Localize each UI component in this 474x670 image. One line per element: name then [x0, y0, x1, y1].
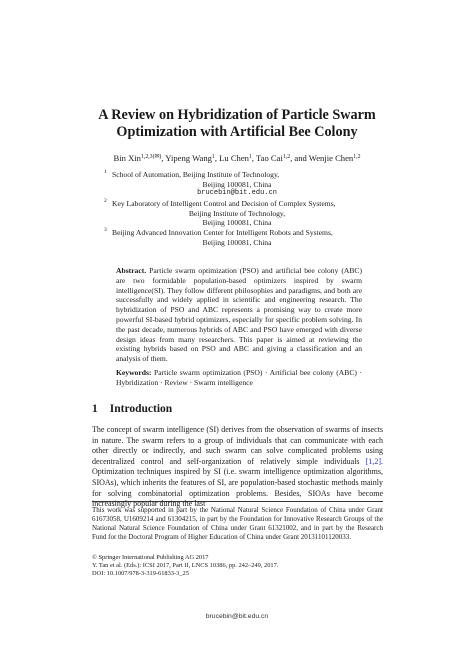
paper-title — [60, 107, 414, 141]
author-affiliation-mark: 1,2 — [353, 154, 361, 160]
affiliation-number: 2 — [104, 198, 107, 204]
section-title: Introduction — [109, 403, 173, 415]
affiliation-text: Key Laboratory of Intelligent Control and Decision of Complex Systems, — [112, 199, 336, 208]
title-line-1: A Review on Hybridization of Particle Swarm — [98, 107, 376, 123]
affiliation-text: Beijing Institute of Technology, — [188, 208, 286, 218]
author-affiliation-mark: 1 — [211, 154, 215, 160]
abstract-label: Abstract. — [116, 266, 147, 275]
title-line-2: Optimization with Artificial Bee Colony — [116, 124, 358, 140]
copyright-block — [92, 554, 383, 577]
author-affiliation-mark: 1,2 — [282, 154, 291, 160]
citation-link[interactable]: [1,2] — [365, 456, 381, 466]
affiliation-text: Beijing 100081, China — [202, 237, 272, 247]
author-list — [40, 153, 434, 164]
affiliation-2 — [100, 199, 374, 228]
author-name: , Lu Chen — [214, 153, 249, 163]
doi-line: DOI: 10.1007/978-3-319-61833-3_25 — [92, 569, 189, 577]
affiliation-text: School of Automation, Beijing Institute of Technology, — [112, 170, 280, 179]
author-name: , Yipeng Wang — [161, 153, 212, 163]
keywords — [116, 368, 362, 388]
affiliation-text: Beijing 100081, China — [202, 218, 272, 228]
author-name: Bin Xin — [113, 153, 141, 163]
author-name: , and Wenjie Chen — [290, 153, 354, 163]
funding-footnote: This work was supported in part by the National Natural Science Foundation of China under Grant 61673058, U1609214 and 61304215, in part by the Foundation for Innovative Research Groups of the National Natural Science Foundation of China under Grant 61321002, and in part by the Research Fund for the Doctoral Program of Higher Education of China under Grant 20131101120033. — [92, 506, 383, 541]
footnote-divider — [92, 501, 383, 502]
footer-email: brucebin@bit.edu.cn — [205, 613, 269, 620]
affiliation-text: Beijing Advanced Innovation Center for Intelligent Robots and Systems, — [112, 228, 333, 237]
section-heading — [92, 403, 172, 415]
copyright-line: © Springer International Publishing AG 2017 — [92, 554, 209, 561]
author-affiliation-mark: 1 — [248, 154, 252, 160]
intro-text: The concept of swarm intelligence (SI) derives from the observation of swarms of insects in nature. The swarm refers to a group of individuals that can communicate with each other directly or indirectly, and such swarm can solve complicated problems using decentralized control and self-organization of relatively simple individuals — [92, 425, 383, 466]
author-affiliation-mark: 1,2,3(✉) — [140, 154, 162, 160]
keywords-text: Particle swarm optimization (PSO) · Artificial bee colony (ABC) · Hybridization · Review · Swarm intelligence — [116, 368, 362, 387]
citation-line: Y. Tan et al. (Eds.): ICSI 2017, Part II, LNCS 10386, pp. 242–249, 2017. — [92, 561, 279, 569]
keywords-label: Keywords: — [116, 368, 152, 377]
affiliation-1 — [100, 170, 374, 199]
abstract — [116, 266, 362, 364]
affiliation-email: brucebin@bit.edu.cn — [197, 189, 277, 198]
affiliation-number: 3 — [104, 227, 107, 233]
intro-text: . Optimization techniques inspired by SI (i.e. swarm intelligence optimization algorithms, SIOAs), which inherits the features of SI, are population-based stochastic methods mainly for solving combinatorial optimization problems. Besides, SIOAs have become increasingly popular during the last — [92, 456, 383, 509]
affiliation-number: 1 — [104, 169, 107, 175]
author-name: , Tao Cai — [251, 153, 283, 163]
intro-paragraph — [92, 425, 383, 510]
affiliation-text: Beijing 100081, China — [202, 179, 272, 189]
section-number: 1 — [92, 403, 98, 415]
abstract-text: Particle swarm optimization (PSO) and artificial bee colony (ABC) are two formidable population-based optimizers inspired by swarm intelligence(SI). They follow different philosophies and paradigms, and both are successfully and widely applied in scientific and engineering research. The hybridization of PSO and ABC represents a promising way to create more powerful SI-based hybrid optimizers, especially for specific problem solving. In the past decade, numerous hybrids of ABC and PSO have emerged with diverse design ideas from many researchers. This paper is aimed at reviewing the existing hybrids based on PSO and ABC and giving a classification and an analysis of them. — [116, 266, 362, 364]
affiliation-3 — [100, 228, 374, 247]
